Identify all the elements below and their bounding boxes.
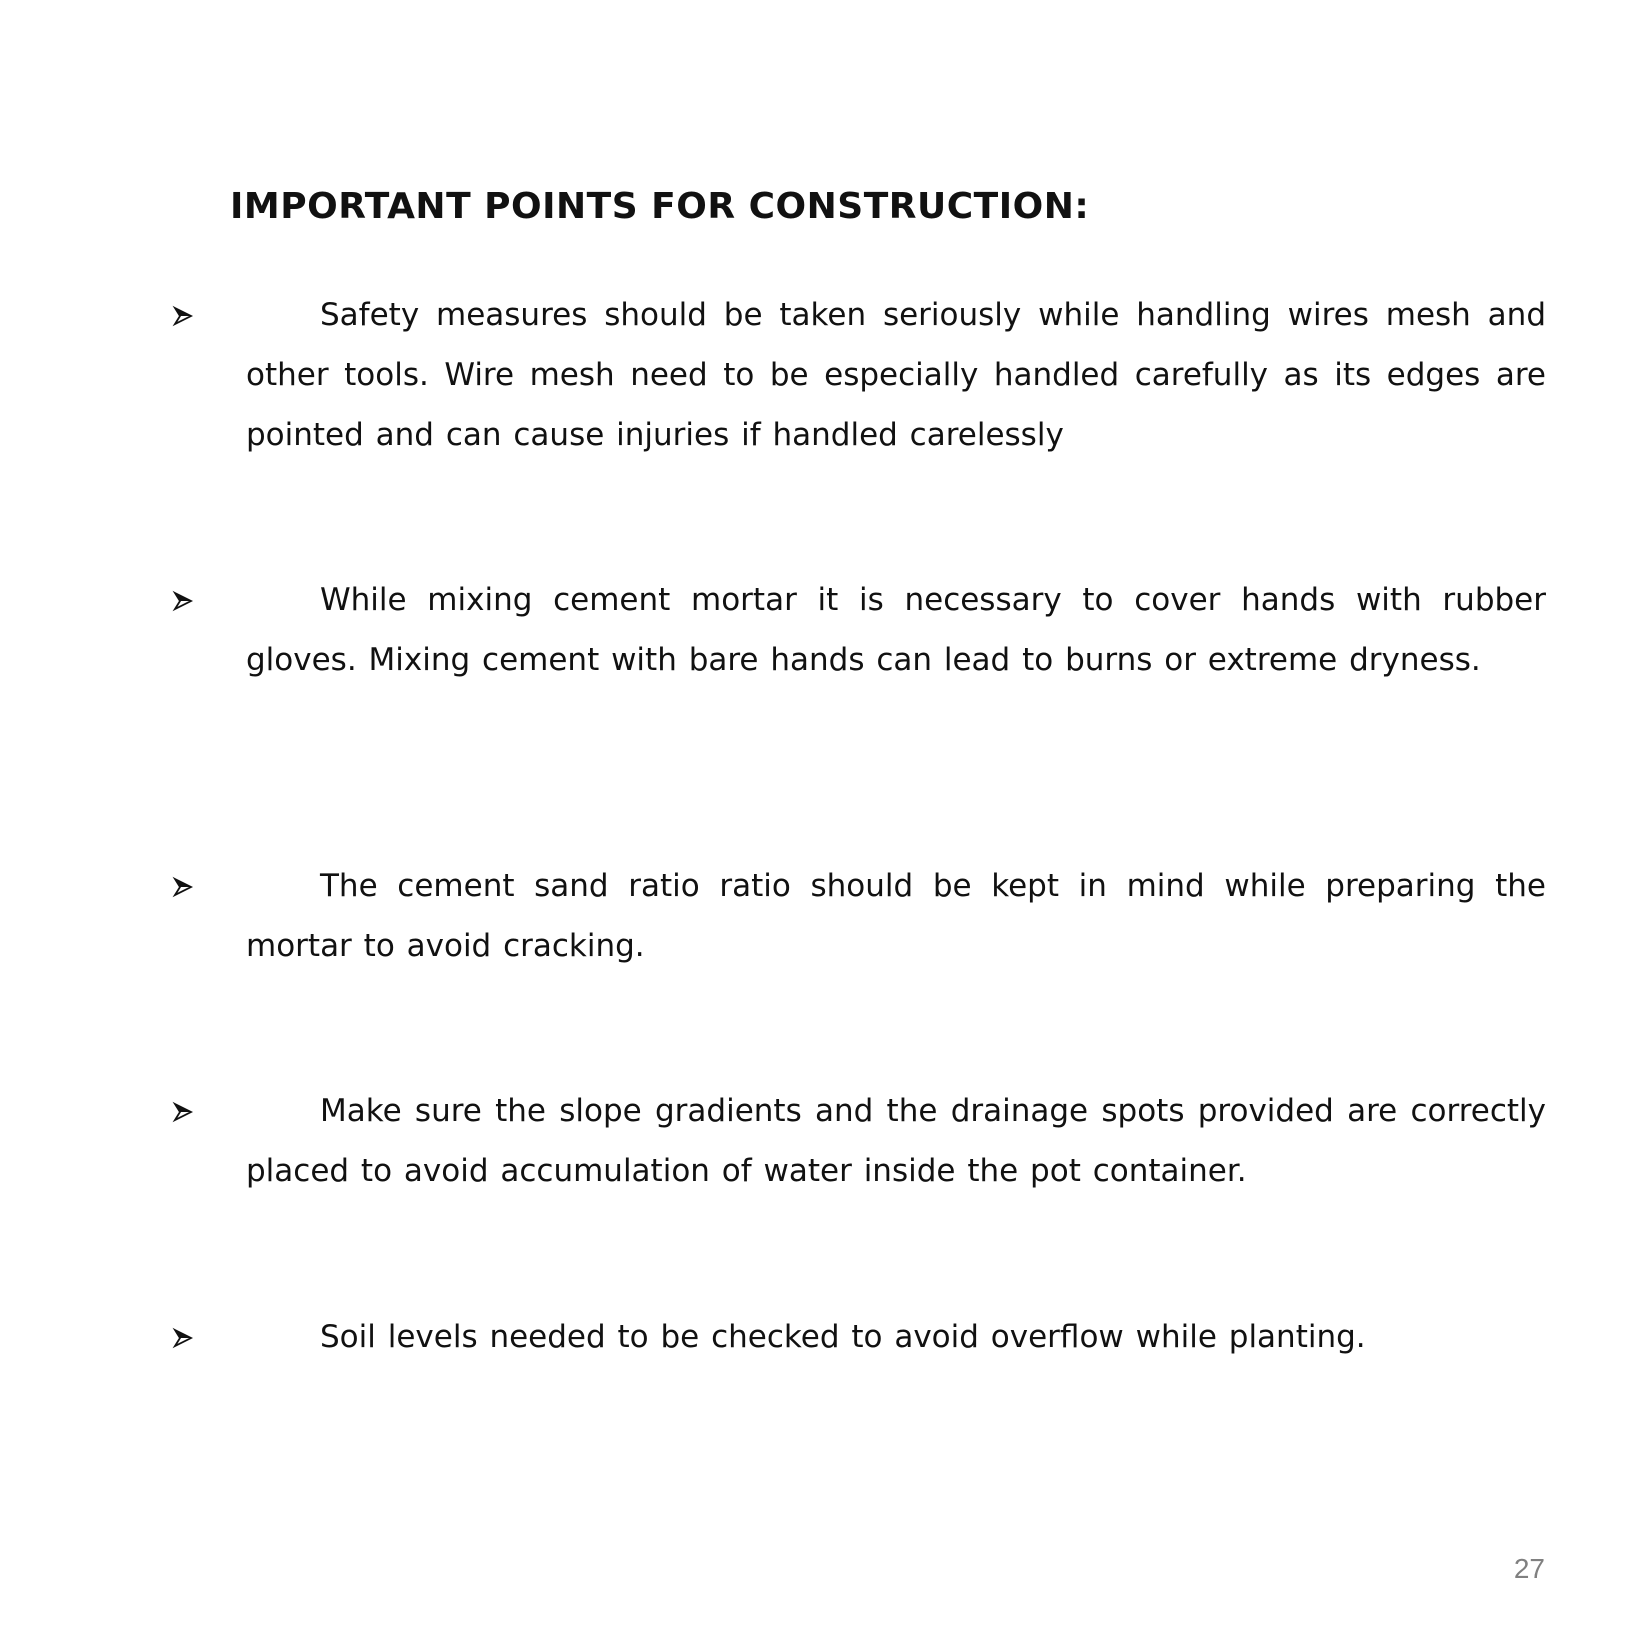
list-item [246, 285, 1546, 465]
arrowhead-bullet-icon [172, 856, 212, 916]
list-item-text: Soil levels needed to be checked to avoid overflow while planting. [320, 1319, 1366, 1355]
page-number: 27 [1513, 1553, 1545, 1584]
arrowhead-bullet-icon [172, 285, 212, 345]
arrowhead-bullet-icon [172, 1307, 212, 1367]
list-item-text: Safety measures should be taken seriously while handling wires mesh and other tools. Wire mesh need to be especially handled carefully as its edges are pointed and can cause injuries if handled carelessly [246, 297, 1546, 453]
arrowhead-bullet-icon [172, 570, 212, 630]
page-heading: IMPORTANT POINTS FOR CONSTRUCTION: [230, 186, 1090, 227]
list-item [246, 856, 1546, 976]
list-item-text: The cement sand ratio ratio should be kept in mind while preparing the mortar to avoid cracking. [246, 868, 1546, 964]
list-item [246, 570, 1546, 690]
list-item [246, 1081, 1546, 1201]
list-item-text: While mixing cement mortar it is necessary to cover hands with rubber gloves. Mixing cement with bare hands can lead to burns or extreme dryness. [246, 582, 1546, 678]
list-item-text: Make sure the slope gradients and the drainage spots provided are correctly placed to avoid accumulation of water inside the pot container. [246, 1093, 1546, 1189]
arrowhead-bullet-icon [172, 1081, 212, 1141]
list-item [246, 1307, 1546, 1367]
